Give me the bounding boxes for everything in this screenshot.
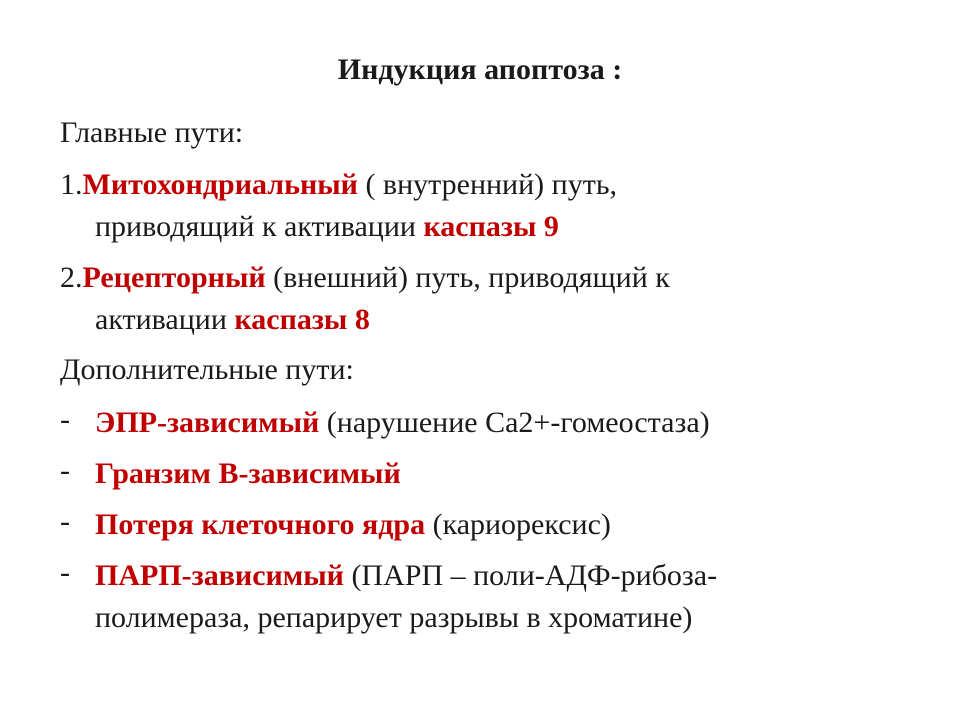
item1-line2-text: приводящий к активации — [95, 210, 424, 243]
bullet-dash: - — [60, 403, 70, 436]
bullet-nucleus — [95, 505, 611, 545]
slide-title: Индукция апоптоза : — [337, 53, 623, 86]
item2-target: каспазы 8 — [234, 303, 370, 336]
item2-number: 2. — [60, 261, 83, 294]
item1-name: Митохондриальный — [82, 168, 358, 201]
bullet-epr-name: ЭПР-зависимый — [95, 406, 320, 439]
bullet-parp — [95, 556, 717, 596]
main-paths-heading: Главные пути: — [60, 116, 244, 149]
item2-name: Рецепторный — [82, 261, 266, 294]
bullet-dash: - — [60, 454, 70, 487]
bullet-dash: - — [60, 505, 70, 538]
item1-line1 — [60, 165, 617, 205]
bullet-parp-rest: (ПАРП – поли-АДФ-рибоза- — [343, 559, 718, 592]
bullet-epr-rest: (нарушение Са2+-гомеостаза) — [319, 406, 710, 439]
bullet-parp-line2: полимераза, репарирует разрывы в хроматине) — [95, 601, 693, 634]
bullet-granzyme-name: Гранзим В-зависимый — [95, 457, 401, 490]
bullet-granzyme — [95, 454, 401, 494]
bullet-parp-name: ПАРП-зависимый — [95, 559, 344, 592]
bullet-nucleus-name: Потеря клеточного ядра — [95, 508, 426, 541]
item2-rest: (внешний) путь, приводящий к — [265, 261, 670, 294]
item1-rest: ( внутренний) путь, — [357, 168, 617, 201]
extra-paths-heading: Дополнительные пути: — [60, 353, 354, 386]
bullet-dash: - — [60, 556, 70, 589]
bullet-nucleus-rest: (кариорексис) — [425, 508, 611, 541]
bullet-epr — [95, 403, 710, 443]
item1-line2 — [95, 207, 559, 247]
item1-number: 1. — [60, 168, 83, 201]
item2-line2-text: активации — [95, 303, 235, 336]
item1-target: каспазы 9 — [423, 210, 559, 243]
item2-line1 — [60, 258, 670, 298]
item2-line2 — [95, 300, 370, 340]
